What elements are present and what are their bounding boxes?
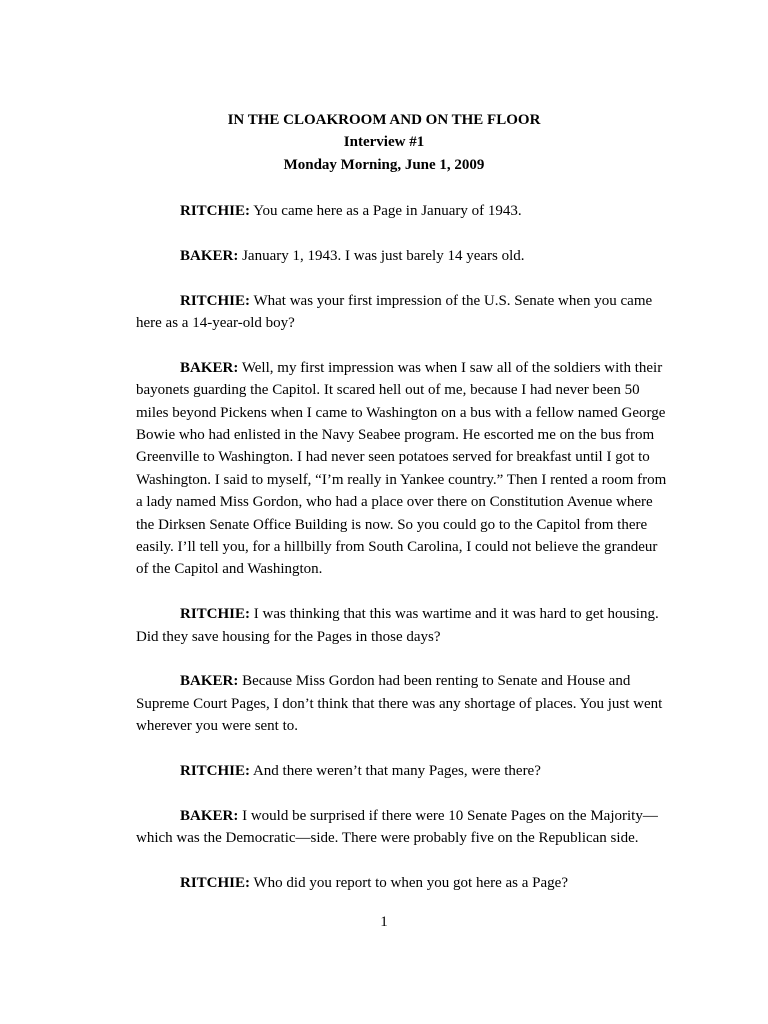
transcript-paragraph bbox=[136, 670, 669, 737]
speaker-name: BAKER: bbox=[180, 673, 239, 690]
speaker-name: RITCHIE: bbox=[180, 763, 251, 780]
paragraph-text: January 1, 1943. I was just barely 14 years old. bbox=[238, 247, 525, 264]
transcript-paragraph bbox=[136, 200, 669, 222]
paragraph-text: I would be surprised if there were 10 Senate Pages on the Majority—which was the Democratic—side. There were probably five on the Republican side. bbox=[136, 807, 658, 847]
transcript-paragraph bbox=[136, 357, 669, 581]
transcript-paragraph bbox=[136, 805, 669, 850]
page-number: 1 bbox=[380, 914, 388, 930]
paragraph-text: I was thinking that this was wartime and it was hard to get housing. Did they save housing for the Pages in those days? bbox=[136, 606, 659, 645]
paragraph-text: And there weren’t that many Pages, were there? bbox=[250, 763, 541, 780]
speaker-name: RITCHIE: bbox=[180, 292, 251, 309]
speaker-name: RITCHIE: bbox=[180, 203, 251, 219]
interview-date: Monday Morning, June 1, 2009 bbox=[283, 157, 485, 173]
speaker-name: BAKER: bbox=[180, 359, 239, 376]
speaker-name: RITCHIE: bbox=[180, 875, 251, 892]
transcript-paragraph bbox=[136, 603, 669, 648]
transcript-paragraph bbox=[136, 872, 669, 894]
document-title: IN THE CLOAKROOM AND ON THE FLOOR bbox=[227, 112, 541, 128]
transcript-paragraph bbox=[136, 290, 669, 335]
paragraph-text: What was your first impression of the U.S. Senate when you came here as a 14-year-old boy? bbox=[136, 292, 653, 331]
transcript-body bbox=[136, 200, 669, 917]
speaker-name: BAKER: bbox=[180, 807, 239, 824]
transcript-paragraph bbox=[136, 245, 669, 267]
paragraph-text: Because Miss Gordon had been renting to Senate and House and Supreme Court Pages, I don’t think that there was any shortage of places. You just went wherever you were sent to. bbox=[136, 673, 663, 735]
paragraph-text: You came here as a Page in January of 1943. bbox=[250, 203, 522, 219]
interview-number: Interview #1 bbox=[343, 134, 425, 150]
speaker-name: RITCHIE: bbox=[180, 606, 251, 623]
paragraph-text: Well, my first impression was when I saw all of the soldiers with their bayonets guarding the Capitol. It scared hell out of me, because I had never been 50 miles beyond Pickens when I came to Washington on a bus with a fellow named George Bowie who had enlisted in the Navy Seabee program. He escorted me on the bus from Greenville to Washington. I had never seen potatoes served for breakfast until I got to Washington. I said to myself, “I’m really in Yankee country.” Then I rented a room from a lady named Miss Gordon, who had a place over there on Constitution Avenue where the Dirksen Senate Office Building is now. So you could go to the Capitol from there easily. I’ll tell you, for a hillbilly from South Carolina, I could not believe the grandeur of the Capitol and Washington. bbox=[136, 359, 667, 578]
transcript-paragraph bbox=[136, 760, 669, 782]
speaker-name: BAKER: bbox=[180, 247, 239, 264]
paragraph-text: Who did you report to when you got here as a Page? bbox=[250, 875, 568, 892]
